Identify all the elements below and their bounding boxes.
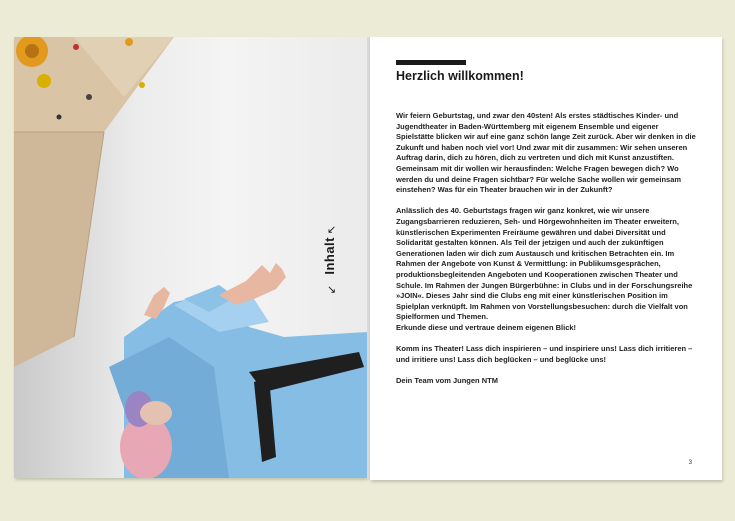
right-page bbox=[370, 37, 722, 480]
paragraph-2: Anlässlich des 40. Geburtstags fragen wir ganz konkret, wie wir unsere Zugangsbarrieren reduzieren, Seh- und Hörgewohnheiten im Theater erweitern, künstlerischen Experimenten Freiräume gewähren und dabei Diversität und Solidarität gestalten können. Als Teil der jetzigen und auch der zukünftigen Generationen laden wir dich zum Austausch und kritischen Betrachten ein. Im Rahmen der Angebote von Kunst & Vermittlung: in Publikumsgesprächen, produktionsbegleitenden Angeboten und Kooperationen zwischen Theater und Schule. Im Rahmen der Jungen Bürgerbühne: in Clubs und in der Forschungsreihe »JOIN«. Dieses Jahr sind die Clubs eng mit einer künstlerischen Position im Spielplan verknüpft. Im Rahmen von Vorstellungsbesuchen: durch die Vielfalt von Spielformen und Themen. bbox=[396, 206, 693, 322]
arrow-bottom-icon: ↘ bbox=[327, 284, 337, 296]
brochure-spread bbox=[14, 37, 722, 480]
dancer-photo-icon bbox=[14, 37, 367, 478]
inhalt-label[interactable]: Inhalt bbox=[322, 237, 337, 275]
paragraph-1: Wir feiern Geburtstag, und zwar den 40sten! Als erstes städtisches Kinder- und Jugendtheater in Baden-Württemberg mit eigenem Ensemble und eigener Spielstätte blicken wir auf eine ganz schön lange Zeit zurück. Aber wir denken in die Zukunft und haben noch viel vor! Und zwar mit dir zusammen: Wir sehen unseren Auftrag darin, dich zu hören, dich zu vertreten und dich mit Kunst anzustiften. Gemeinsam mit dir wollen wir herausfinden: Welche Fragen bewegen dich? Wo werden du und deine Fragen sichtbar? Für welche Sache wollen wir gemeinsam einstehen? Was für ein Theater brauchen wir in der Zukunft? bbox=[396, 111, 696, 195]
paragraph-4: Komm ins Theater! Lass dich inspirieren – und inspiriere uns! Lass dich irritieren – und irritiere uns! Lass dich beglücken – und beglücke uns! bbox=[396, 344, 693, 364]
signature: Dein Team vom Jungen NTM bbox=[396, 375, 498, 385]
body-text bbox=[396, 111, 696, 397]
page-title: Herzlich willkommen! bbox=[396, 69, 524, 83]
paragraph-3: Erkunde diese und vertraue deinem eigenen Blick! bbox=[396, 322, 577, 332]
arrow-top-icon: ↙ bbox=[327, 224, 337, 236]
title-bar bbox=[396, 60, 466, 65]
left-page bbox=[14, 37, 367, 478]
page-number: 3 bbox=[688, 460, 692, 466]
